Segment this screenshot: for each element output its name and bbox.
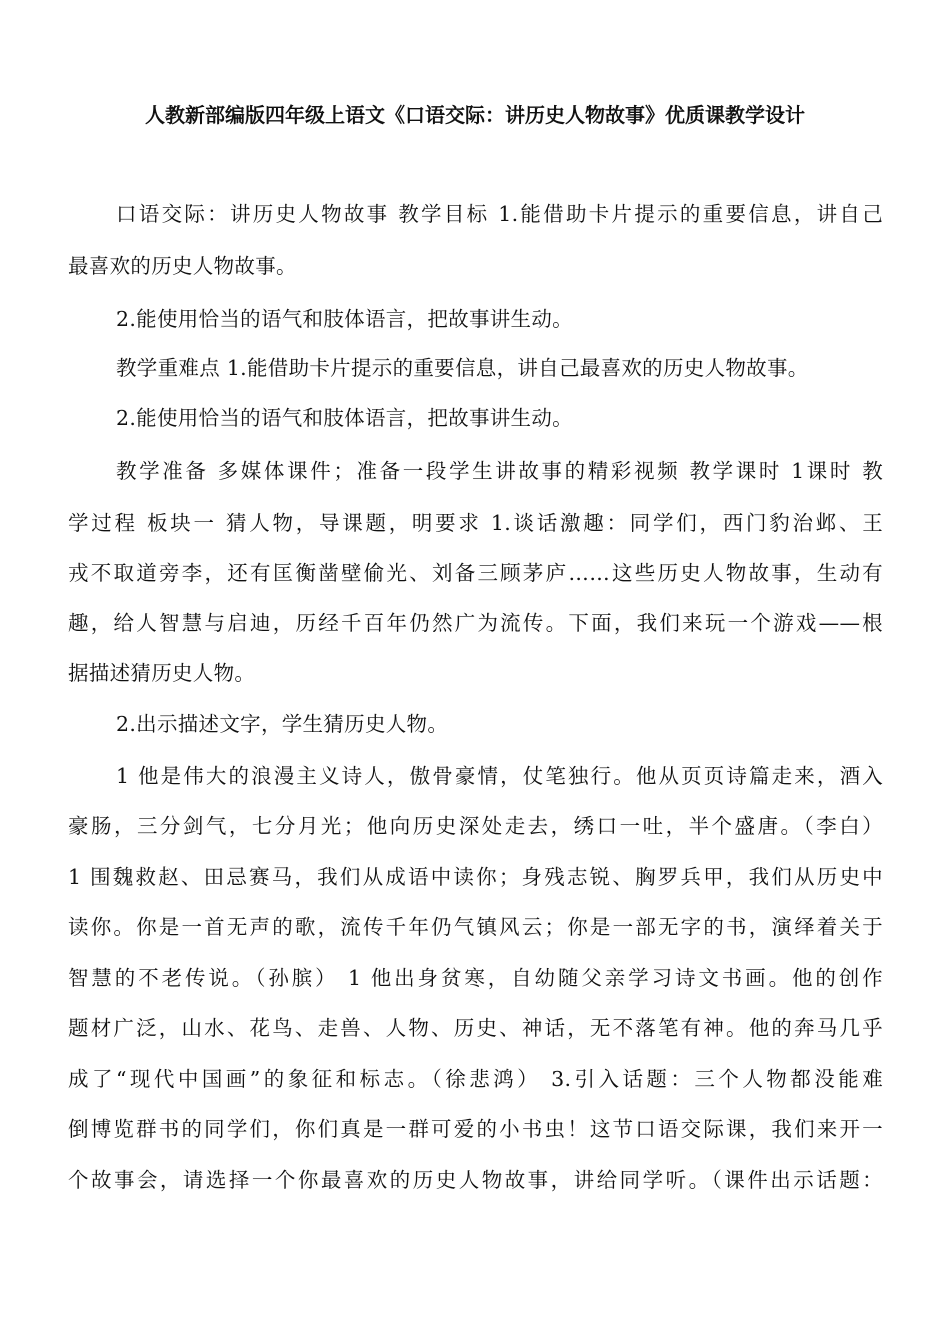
body-line: 趣，给人智慧与启迪，历经千百年仍然广为流传。下面，我们来玩一个游戏——根	[68, 611, 883, 635]
body-line: 智慧的不老传说。（孙膑） 1 他出身贫寒，自幼随父亲学习诗文书画。他的创作	[68, 966, 883, 990]
body-line: 题材广泛，山水、花鸟、走兽、人物、历史、神话，无不落笔有神。他的奔马几乎	[68, 1016, 883, 1040]
body-line: 个故事会，请选择一个你最喜欢的历史人物故事，讲给同学听。（课件出示话题：	[68, 1168, 883, 1192]
body-line: 2.能使用恰当的语气和肢体语言，把故事讲生动。	[116, 307, 573, 331]
body-line: 读你。你是一首无声的歌，流传千年仍气镇风云；你是一部无字的书，演绎着关于	[68, 915, 883, 939]
body-line: 教学准备 多媒体课件；准备一段学生讲故事的精彩视频 教学课时 1课时 教	[116, 459, 883, 483]
body-line: 口语交际：讲历史人物故事 教学目标 1.能借助卡片提示的重要信息，讲自己	[116, 202, 883, 226]
body-line: 最喜欢的历史人物故事。	[68, 254, 297, 278]
body-line: 戎不取道旁李，还有匡衡凿壁偷光、刘备三顾茅庐……这些历史人物故事，生动有	[68, 561, 883, 585]
body-line: 2.出示描述文字，学生猜历史人物。	[116, 712, 449, 736]
document-title: 人教新部编版四年级上语文《口语交际：讲历史人物故事》优质课教学设计	[145, 103, 805, 127]
body-line: 学过程 板块一 猜人物，导课题，明要求 1.谈话激趣：同学们，西门豹治邺、王	[68, 511, 883, 535]
body-line: 2.能使用恰当的语气和肢体语言，把故事讲生动。	[116, 406, 573, 430]
body-line: 倒博览群书的同学们，你们真是一群可爱的小书虫！这节口语交际课，我们来开一	[68, 1117, 883, 1141]
body-line: 豪肠，三分剑气，七分月光；他向历史深处走去，绣口一吐，半个盛唐。（李白）	[68, 814, 883, 838]
body-line: 教学重难点 1.能借助卡片提示的重要信息，讲自己最喜欢的历史人物故事。	[116, 356, 809, 380]
body-line: 1 围魏救赵、田忌赛马，我们从成语中读你；身残志锐、胸罗兵甲，我们从历史中	[68, 865, 883, 889]
body-line: 成了“现代中国画”的象征和标志。（徐悲鸿） 3.引入话题：三个人物都没能难	[68, 1067, 883, 1091]
body-line: 据描述猜历史人物。	[68, 661, 256, 685]
body-line: 1 他是伟大的浪漫主义诗人，傲骨豪情，仗笔独行。他从页页诗篇走来，酒入	[116, 764, 883, 788]
